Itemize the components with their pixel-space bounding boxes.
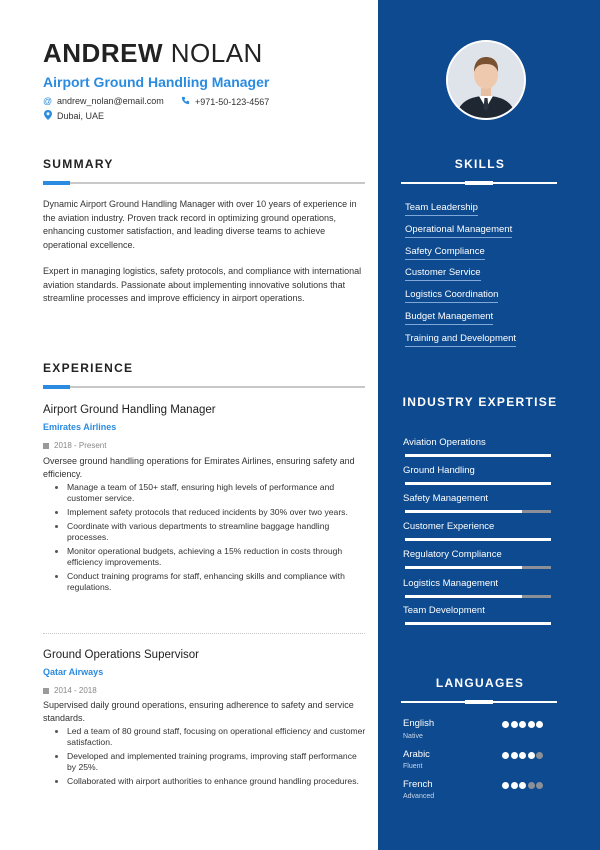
job-role: Ground Operations Supervisor [43,649,199,661]
language-name: English [403,718,435,729]
list-item: Monitor operational budgets, achieving a 15% reduction in costs through efficiency improvements. [53,546,368,568]
expertise-label: Customer Experience [403,521,495,532]
first-name: ANDREW [43,38,163,68]
skill-item: Operational Management [405,224,512,238]
job-dates-text: 2018 - Present [54,441,107,450]
rating-dot [511,721,518,728]
expertise-bar [405,622,551,625]
list-item: Coordinate with various departments to streamline baggage handling processes. [53,521,368,543]
rating-dot [528,752,535,759]
job-company: Qatar Airways [43,667,104,677]
language-rating [502,782,545,789]
skill-item: Customer Service [405,267,481,281]
list-item: Conduct training programs for staff, enhancing skills and compliance with regulations. [53,571,368,593]
experience-heading: EXPERIENCE [43,361,134,375]
rating-dot [502,721,509,728]
phone-text: +971-50-123-4567 [195,96,270,107]
job-description: Oversee ground handling operations for Emirates Airlines, ensuring safety and efficiency. [43,456,355,479]
job-bullets [53,482,368,596]
expertise-label: Team Development [403,605,485,616]
expertise-label: Logistics Management [403,578,499,589]
skill-item: Safety Compliance [405,246,485,260]
expertise-bar [405,454,551,457]
job-role: Airport Ground Handling Manager [43,404,216,416]
rating-dot [519,782,526,789]
summary-rule [43,182,365,184]
job-dates [43,686,97,695]
language-level: Advanced [403,793,435,800]
expertise-label: Regulatory Compliance [403,549,502,560]
expertise-bar [405,595,551,598]
location-text: Dubai, UAE [57,111,105,121]
contact-location [43,110,104,122]
rating-dot [528,782,535,789]
list-item: Collaborated with airport authorities to enhance ground handling procedures. [53,776,368,787]
calendar-icon [43,688,49,694]
list-item: Implement safety protocols that reduced incidents by 30% over two years. [53,507,368,518]
job-bullets [53,726,368,790]
last-name: NOLAN [170,38,263,68]
language-level: Native [403,733,423,740]
rating-dot [536,721,543,728]
list-item: Manage a team of 150+ staff, ensuring high levels of performance and customer service. [53,482,368,504]
skill-item: Team Leadership [405,202,478,216]
job-dates [43,441,106,450]
summary-heading: SUMMARY [43,157,114,171]
contact-email[interactable] [43,96,164,106]
phone-icon [181,96,190,107]
language-rating [502,721,545,728]
skills-rule [401,182,557,184]
languages-heading: LANGUAGES [435,676,525,690]
expertise-bar [405,566,551,569]
full-name [43,38,263,69]
map-pin-icon [43,110,52,122]
job-separator [43,633,365,634]
list-item: Led a team of 80 ground staff, focusing on operational efficiency and customer satisfaction. [53,726,368,748]
expertise-label: Aviation Operations [403,437,486,448]
skill-item: Training and Development [405,333,516,347]
at-icon: @ [43,96,53,106]
rating-dot [536,752,543,759]
rating-dot [536,782,543,789]
skill-item: Logistics Coordination [405,289,498,303]
rating-dot [502,752,509,759]
contact-phone[interactable] [181,96,269,107]
rating-dot [519,721,526,728]
language-name: French [403,779,433,790]
rating-dot [511,782,518,789]
skill-item: Budget Management [405,311,493,325]
list-item: Developed and implemented training programs, improving staff performance by 25%. [53,751,368,773]
expertise-label: Safety Management [403,493,489,504]
summary-paragraph-2: Expert in managing logistics, safety protocols, and compliance with international aviation standards. Passionate about implementing innovative solutions that streamline processes and improve efficiency in airport operations. [43,266,362,303]
summary-paragraph-1: Dynamic Airport Ground Handling Manager with over 10 years of experience in the aviation industry. Proven track record in optimizing ground operations, enhancing customer satisfaction, and leading diverse teams to achieve operational excellence. [43,199,357,250]
expertise-bar [405,538,551,541]
expertise-heading: INDUSTRY EXPERTISE [402,395,558,409]
language-rating [502,752,545,759]
job-description: Supervised daily ground operations, ensuring adherence to safety and service standards. [43,700,354,723]
rating-dot [528,721,535,728]
experience-rule [43,386,365,388]
avatar [446,40,526,120]
rating-dot [519,752,526,759]
rating-dot [502,782,509,789]
expertise-bar [405,510,551,513]
job-title: Airport Ground Handling Manager [43,74,270,90]
email-text: andrew_nolan@email.com [57,96,164,106]
expertise-bar [405,482,551,485]
expertise-label: Ground Handling [403,465,475,476]
calendar-icon [43,443,49,449]
job-dates-text: 2014 - 2018 [54,686,97,695]
language-name: Arabic [403,749,430,760]
skills-heading: SKILLS [454,157,506,171]
languages-rule [401,701,557,703]
rating-dot [511,752,518,759]
language-level: Fluent [403,763,423,770]
job-company: Emirates Airlines [43,422,117,432]
